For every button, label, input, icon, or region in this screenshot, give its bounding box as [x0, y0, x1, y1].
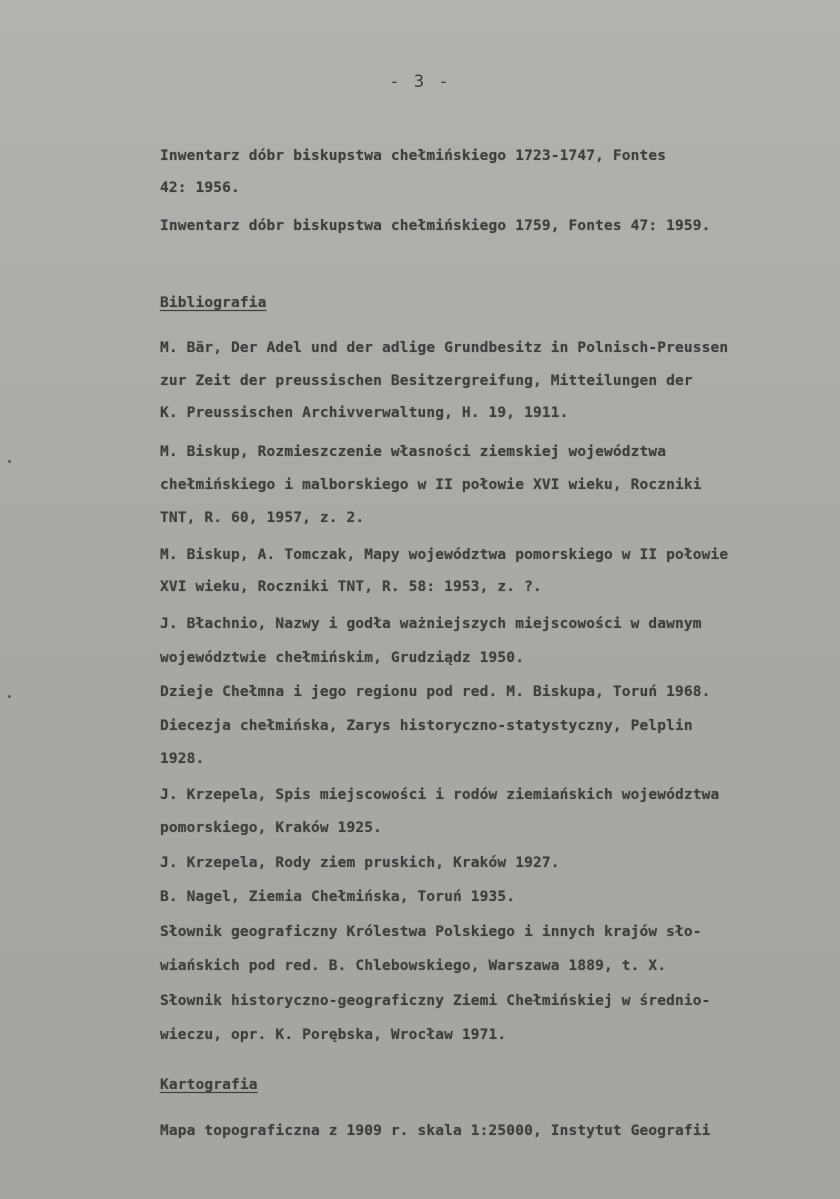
bibliography-line: wiańskich pod red. B. Chlebowskiego, Warszawa 1889, t. X. — [160, 958, 667, 974]
bibliography-heading: Bibliografia — [160, 295, 267, 311]
bibliography-line: XVI wieku, Roczniki TNT, R. 58: 1953, z. ?. — [160, 579, 542, 595]
bibliography-line: J. Krzepela, Spis miejscowości i rodów ziemiańskich województwa — [160, 787, 720, 803]
bibliography-line: B. Nagel, Ziemia Chełmińska, Toruń 1935. — [160, 889, 516, 905]
bibliography-line: M. Biskup, A. Tomczak, Mapy województwa pomorskiego w II połowie — [160, 547, 729, 563]
source-line: Inwentarz dóbr biskupstwa chełmińskiego 1723-1747, Fontes — [160, 148, 667, 164]
punch-hole-mark — [8, 695, 11, 698]
cartography-line: Mapa topograficzna z 1909 r. skala 1:25000, Instytut Geografii — [160, 1123, 711, 1139]
bibliography-line: zur Zeit der preussischen Besitzergreifung, Mitteilungen der — [160, 373, 693, 389]
bibliography-line: Diecezja chełmińska, Zarys historyczno-statystyczny, Pelplin — [160, 718, 693, 734]
bibliography-line: pomorskiego, Kraków 1925. — [160, 820, 382, 836]
bibliography-line: J. Krzepela, Rody ziem pruskich, Kraków 1927. — [160, 855, 560, 871]
bibliography-line: Słownik geograficzny Królestwa Polskiego i innych krajów sło- — [160, 924, 702, 940]
bibliography-line: K. Preussischen Archivverwaltung, H. 19, 1911. — [160, 405, 569, 421]
bibliography-line: chełmińskiego i malborskiego w II połowie XVI wieku, Roczniki — [160, 477, 702, 493]
bibliography-line: 1928. — [160, 751, 205, 767]
bibliography-line: wieczu, opr. K. Porębska, Wrocław 1971. — [160, 1027, 507, 1043]
bibliography-line: Słownik historyczno-geograficzny Ziemi Chełmińskiej w średnio- — [160, 993, 711, 1009]
punch-hole-mark — [8, 460, 11, 463]
bibliography-line: województwie chełmińskim, Grudziądz 1950. — [160, 650, 525, 666]
cartography-heading: Kartografia — [160, 1077, 258, 1093]
bibliography-line: Dzieje Chełmna i jego regionu pod red. M. Biskupa, Toruń 1968. — [160, 684, 711, 700]
bibliography-line: M. Bär, Der Adel und der adlige Grundbesitz in Polnisch-Preussen — [160, 340, 729, 356]
bibliography-line: J. Błachnio, Nazwy i godła ważniejszych miejscowości w dawnym — [160, 616, 702, 632]
page-number: - 3 - — [389, 72, 451, 92]
bibliography-line: M. Biskup, Rozmieszczenie własności ziemskiej województwa — [160, 444, 667, 460]
bibliography-line: TNT, R. 60, 1957, z. 2. — [160, 510, 365, 526]
source-line: Inwentarz dóbr biskupstwa chełmińskiego 1759, Fontes 47: 1959. — [160, 218, 711, 234]
source-line: 42: 1956. — [160, 180, 240, 196]
